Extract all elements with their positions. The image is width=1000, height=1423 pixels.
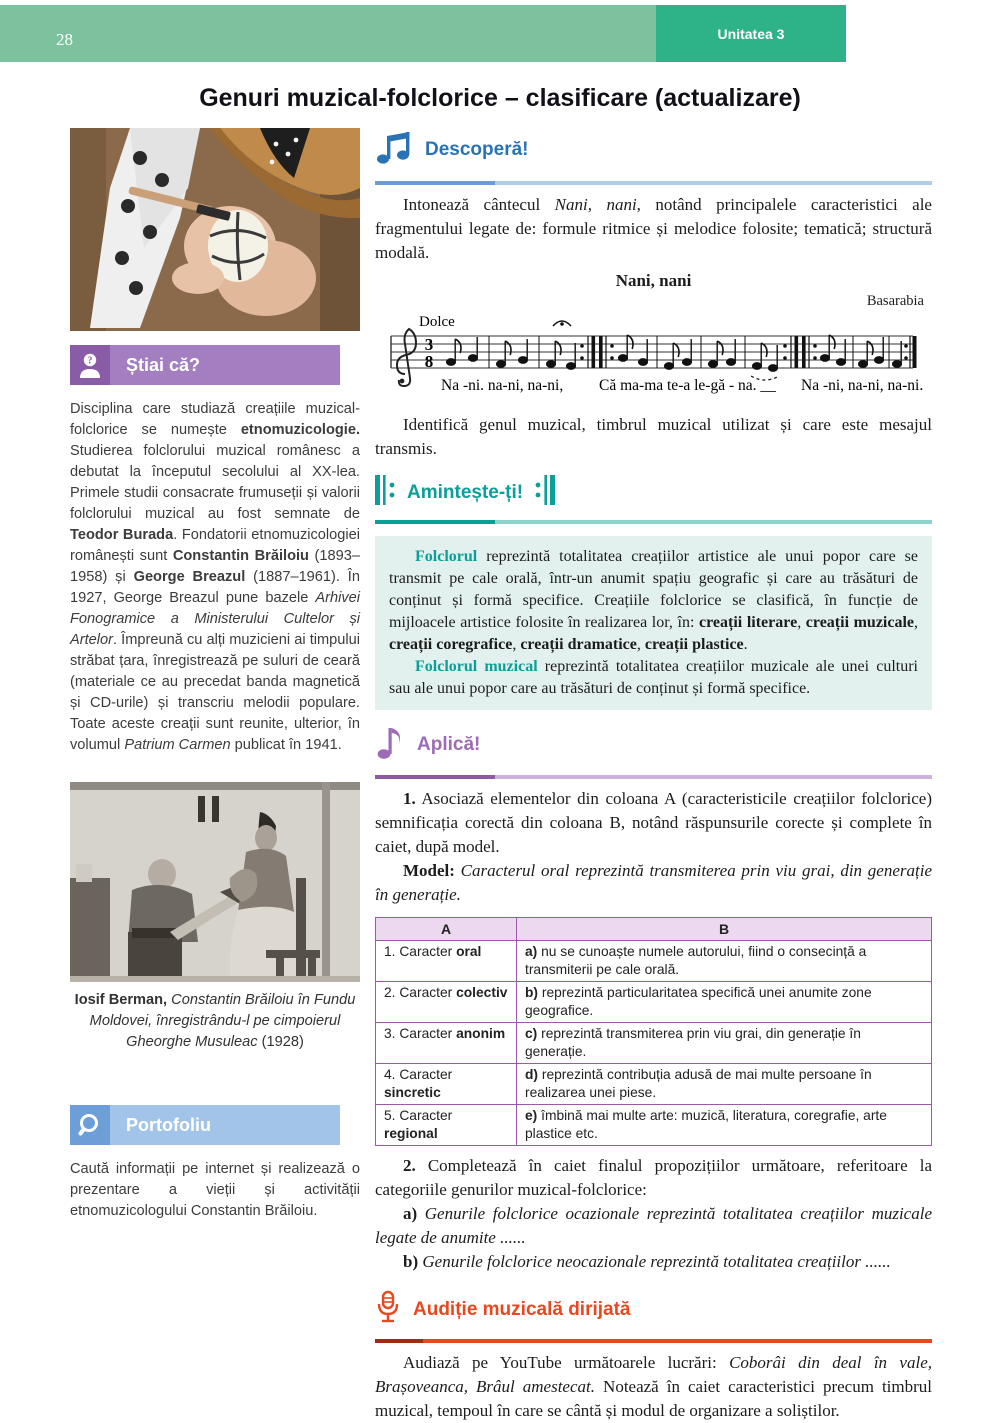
auditie-rule [375,1339,932,1343]
table-row: 3. Caracter anonim c) reprezintă transmiterea prin viu grai, din generație în generație. [376,1023,932,1064]
repeat-sign-left-icon [375,475,397,510]
lyrics-line-2: Că ma-ma te-a le-gă - na. __ [599,377,776,394]
descopera-followup: Identifică genul muzical, timbrul muzical utilizat și care este mesajul transmis. [375,415,932,458]
eighth-note-icon [375,724,405,765]
aplica-item-1: 1. Asociază elementelor din coloana A (caracteristicile creațiilor folclorice) semnificația corectă din coloana B, notând răspunsurile corecte și complete în caiet, după model. [375,789,932,856]
aminteste-box [375,536,932,710]
folclor-definition: Folclorul reprezintă totalitatea creațiilor artistice ale unui popor care se transmit pe cale orală, într-un anumit spațiu geografic și care au trăsături de conținut și formă specifice. Creațiile folclorice se clasifică, în funcție de mijloacele artistice folosite în realizarea lor, în: creații literare, creații muzicale, creații coregrafice, creații dramatice, creații plastice. [389,548,919,653]
question-person-icon [70,345,110,385]
auditie-title: Audiție muzicală dirijată [413,1298,631,1320]
descopera-title: Descoperă! [425,138,529,160]
magnifier-icon [70,1105,110,1145]
beamed-notes-icon [375,128,413,171]
aplica-title: Aplică! [417,733,481,755]
auditie-text: Audiază pe YouTube următoarele lucrări: Coborâi din deal în vale, Brașoveanca, Brâul amestecat. Notează în caiet caracteristici precum timbrul muzical, tempoul în care se cântă și modul de organizare a soliștilor. [375,1353,933,1420]
microphone-icon [375,1290,401,1329]
lyrics-line-3: Na -ni, na-ni, na-ni. [801,377,924,394]
portofoliu-title: Portofoliu [110,1105,340,1145]
song-title: Nani, nani [615,271,692,290]
col-b-header: B [517,918,932,941]
folclor-muzical-definition: Folclorul muzical reprezintă totalitatea creațiilor muzicale ale unei culturi sau ale unui popor care au trăsături de conținut și formă specifice. [389,658,918,697]
aplica-item-2b: b) Genurile folclorice neocazionale reprezintă totalitatea creațiilor ...... [403,1252,891,1271]
unit-tab [656,5,846,62]
treble-clef [397,329,416,386]
descopera-rule [375,181,932,185]
song-region: Basarabia [866,293,924,309]
stiai-ca-paragraph: Disciplina care studiază creațiile muzical-folclorice se numește etnomuzicologie. Studierea folclorului muzical românesc a debutat la începutul secolului al XX-lea. Primele studii consacrate frumuseții și valorii folclorului muzical au fost semnate de Teodor Burada. Fondatorii etnomuzicologiei românești sunt Constantin Brăiloiu (1893–1958) și George Breazul (1887–1961). În 1927, George Breazul pune bazele Arhivei Fonogramice a Ministerului Cultelor și Artelor. Împreună cu alți muzicieni ai timpului străbat țara, înregistrează pe suluri de ceară (materiale ce au precedat banda magnetică și CD-urile) și transcriu melodii populare. Toate aceste creații sunt reunite, ulterior, în volumul Patrium Carmen publicat în 1941. [70,401,360,753]
page-title: Genuri muzical-folclorice – clasificare (actualizare) [199,84,801,112]
unit-tab-label: Unitatea 3 [717,25,785,42]
col-a-header: A [376,918,517,941]
section-auditie [375,1290,932,1343]
photo-egg-decorating [70,128,360,331]
table-row: 5. Caracter regional e) îmbină mai multe arte: muzică, literatura, coregrafie, arte plastice etc. [376,1105,932,1146]
time-sig-bottom: 8 [424,352,434,371]
section-descopera [375,128,932,185]
stiai-ca-header [70,345,340,385]
match-table [375,917,932,1146]
sidebar [70,128,360,1222]
portofoliu-header [70,1105,340,1145]
time-sig-top: 3 [424,335,434,354]
section-aplica [375,724,932,779]
aplica-item-2a: a) Genurile folclorice ocazionale reprezintă totalitatea creațiilor muzicale legate de anumite ...... [375,1204,932,1247]
aplica-rule [375,775,932,779]
table-row: 2. Caracter colectiv b) reprezintă particularitatea specifică unei anumite zone geografice. [376,982,932,1023]
table-row: 4. Caracter sincretic d) reprezintă contribuția adusă de mai multe persoane în realizarea unei piese. [376,1064,932,1105]
page-number: 28 [56,30,73,49]
aminteste-rule [375,520,932,524]
aplica-item-2: 2. Completează în caiet finalul propozițiilor următoare, referitoare la categoriile genurilor muzical-folclorice: [375,1156,932,1199]
section-aminteste [375,475,932,524]
header-band [0,5,656,62]
aplica-model: Model: Caracterul oral reprezintă transmiterea prin viu grai, din generație în generație. [375,861,932,904]
table-header-row [376,918,932,941]
aminteste-title: Amintește-ți! [407,481,524,503]
photo-brailoiu-recording [70,782,360,982]
lyrics-line-1: Na -ni. na-ni, na-ni, [441,377,564,394]
descopera-intro: Intonează cântecul Nani, nani, notând principalele caracteristici ale fragmentului legate de: formule ritmice și melodice folosite; tematică; structură modală. [375,195,932,262]
photo-caption: Iosif Berman, Constantin Brăiloiu în Fundu Moldovei, înregistrându-l pe cimpoierul Gheorghe Musuleac (1928) [74,992,356,1050]
tempo-marking: Dolce [419,314,455,330]
music-score [385,312,932,411]
repeat-sign-right-icon [533,475,555,510]
svg-text:?: ? [87,355,93,367]
portofoliu-text: Caută informații pe internet și realizează o prezentare a vieții și activității etnomuzicologului Constantin Brăiloiu. [70,1161,360,1219]
main-content [375,128,932,1423]
stiai-ca-title: Știai că? [110,345,340,385]
table-row: 1. Caracter oral a) nu se cunoaște numele autorului, fiind o consecință a transmiterii pe cale orală. [376,941,932,982]
